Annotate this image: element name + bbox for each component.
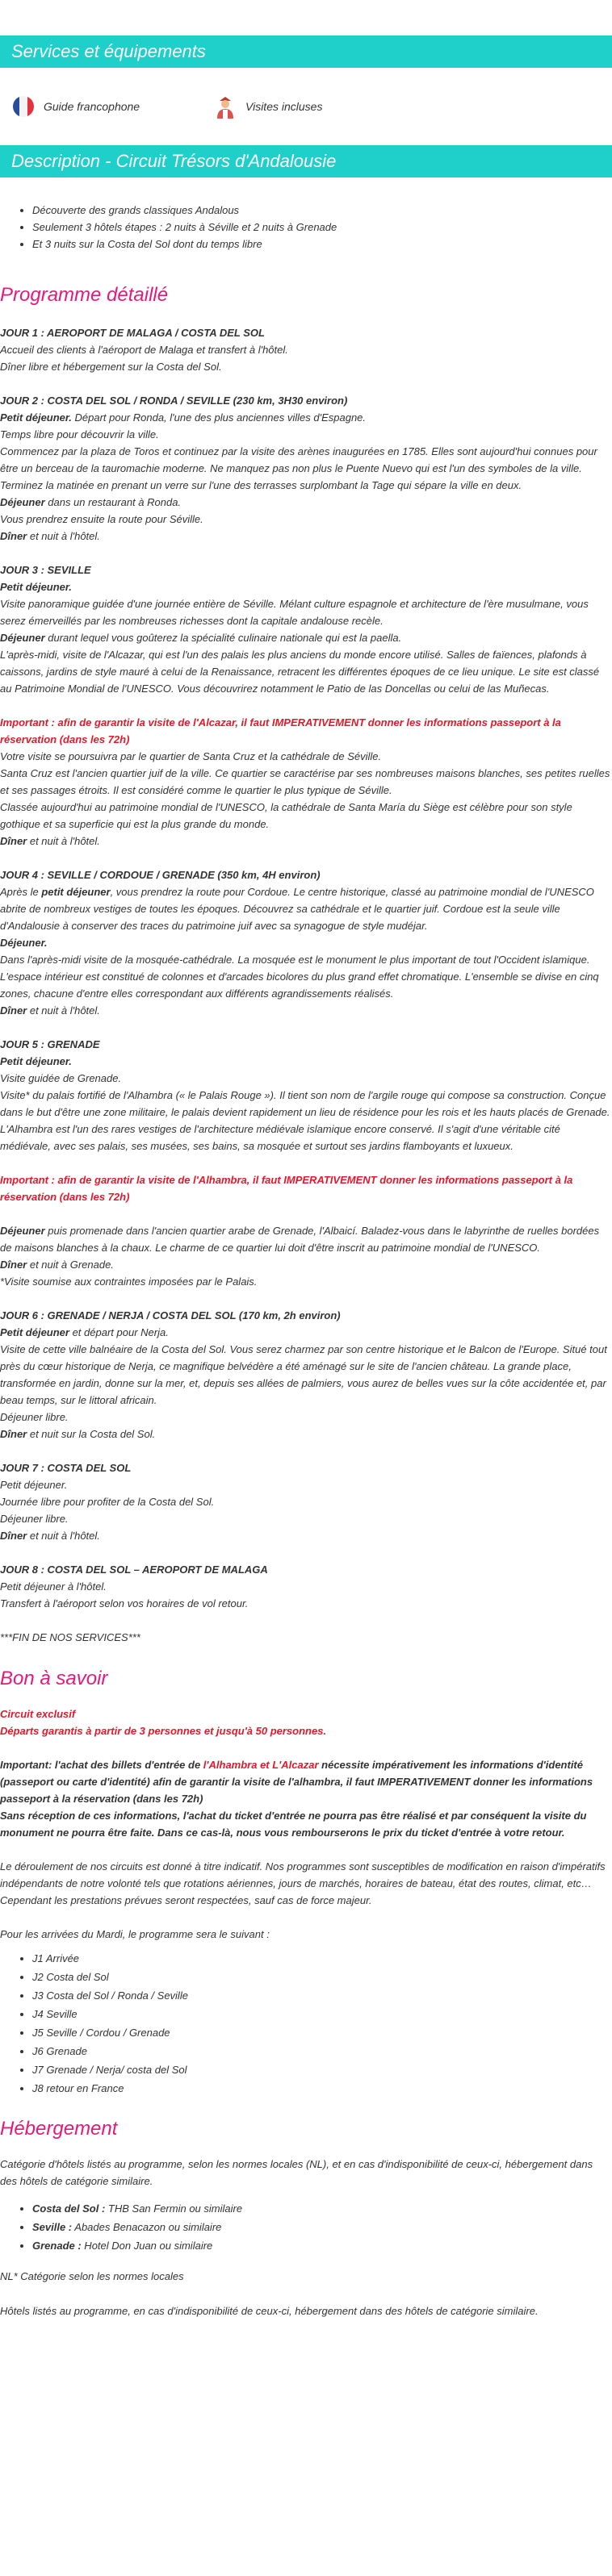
meal-label: Petit déjeuner. [0,411,72,424]
day-3 [0,562,612,850]
day-title: JOUR 2 : COSTA DEL SOL / RONDA / SEVILLE (230 km, 3H30 environ) [0,395,348,407]
meal-label: Déjeuner [0,496,45,508]
day-title: JOUR 4 : SEVILLE / CORDOUE / GRENADE (350 km, 4H environ) [0,869,321,881]
day-text: Visite guidée de Grenade. [0,1072,122,1084]
hotel-name: THB San Fermin ou similaire [105,2202,243,2215]
circuit-exclusive: Circuit exclusif [0,1708,76,1720]
day-text: puis promenade dans l'ancien quartier arabe de Grenade, l'Albaicí. Baladez-vous dans le labyrinthe de ruelles bordées de maisons blanches à la chaux. Le charme de ce quartier lui doit d'être inscrit au patrimoine mondial de l'UNESCO. [0,1225,600,1254]
services-list [0,68,612,145]
departures-guaranteed: Départs garantis à partir de 3 personnes et jusqu'à 50 personnes. [0,1725,327,1737]
hotel-city: Costa del Sol : [32,2202,106,2215]
meal-label: Petit déjeuner [0,1326,69,1338]
day-4 [0,866,612,1019]
meal-label: Déjeuner [0,632,45,644]
day-text: et nuit sur la Costa del Sol. [27,1428,156,1440]
important-text: nécessite impérativement les informations d'identité (passeport ou carte d'identité) afin de garantir la visite de l'alhambra, il faut IMPERATIVEMENT donner les informations passeport à la réservation (dans les 72h) [0,1759,593,1805]
hotel-name: Abades Benacazon ou similaire [72,2221,222,2233]
service-visits [213,94,415,119]
guide-person-icon [213,94,237,119]
hotel-name: Hotel Don Juan ou similaire [81,2240,213,2252]
description-list [0,202,612,253]
hebergement-footer: Hôtels listés au programme, en cas d'indisponibilité de ceux-ci, hébergement dans des hôtels de catégorie similaire. [0,2305,539,2317]
hotel-city: Seville : [32,2221,73,2233]
list-item [32,2236,612,2255]
list-item: • J2 Costa del Sol [32,1968,612,1986]
tuesday-program-list [0,1949,612,2098]
important-text: Sans réception de ces informations, l'achat du ticket d'entrée ne pourra pas être réalisé et par conséquent la visite du monument ne pourra être faite. Dans ce cas-là, nous vous rembourserons le prix du ticket d'entrée à votre retour. [0,1810,587,1839]
day-text: Petit déjeuner. [0,1479,68,1491]
list-item: • Seulement 3 hôtels étapes : 2 nuits à Séville et 2 nuits à Grenade [32,219,612,236]
list-item: • J6 Grenade [32,2042,612,2060]
meal-label: Petit déjeuner. [0,1055,72,1067]
day-text: Dans l'après-midi visite de la mosquée-cathédrale. La mosquée est le monument le plus important de tout l'Occident islamique. L'espace intérieur est constitué de colonnes et d'arcades bicolores du plus grand effet chromatique. L'ensemble se divise en cinq zones, chacune d'entre elles correspondant aux différents agrandissements réalisés. [0,954,599,1000]
meal-label: Dîner [0,530,27,542]
circuit-info [0,1706,612,1739]
day-text: Commencez par la plaza de Toros et continuez par la visite des arènes inaugurées en 1785. Elles sont aujourd'hui connues pour être un berceau de la tauromachie moderne. Ne manquez pas non plus le Puente Nuevo qui est l'un des symboles de la ville. Terminez la matinée en prenant un verre sur l'une des terrasses surplombant la Tage qui sépare la ville en deux. [0,445,597,491]
important-text: Important: l'achat des billets d'entrée de [0,1759,203,1771]
day-2 [0,392,612,545]
day-text: Dîner libre et hébergement sur la Costa del Sol. [0,361,222,373]
important-passport [0,1756,612,1841]
day-text: et nuit à l'hôtel. [27,835,100,847]
list-item [32,2199,612,2218]
meal-label: Dîner [0,1530,27,1542]
day-text: Visite de cette ville balnéaire de la Costa del Sol. Vous serez charmez par son centre historique et le Balcon de l'Europe. Situé tout près du cœur historique de Nerja, ce magnifique belvédère a été aménagé sur le site de l'ancien château. La grande place, transformée en jardin, donne sur la mer, et, depuis ses allées de palmiers, vous aurez de belles vues sur la côte accidentée et, par beau temps, sur le littoral africain. [0,1343,607,1406]
day-title: JOUR 1 : AEROPORT DE MALAGA / COSTA DEL SOL [0,327,265,339]
day-8 [0,1561,612,1612]
day-title: JOUR 3 : SEVILLE [0,564,91,576]
list-item: • Découverte des grands classiques Andalous [32,202,612,219]
disclaimer-text: Le déroulement de nos circuits est donné à titre indicatif. Nos programmes sont susceptibles de modification en raison d'impératifs indépendants de notre volonté tels que rotations aériennes, jours de marchés, horaires de bateau, état des routes, climat, etc… Cependant les prestations prévues seront respectées, sauf cas de force majeur. [0,1860,606,1906]
hebergement-intro: Catégorie d'hôtels listés au programme, selon les normes locales (NL), et en cas d'indisponibilité de ceux-ci, hébergement dans des hôtels de catégorie similaire. [0,2158,593,2187]
list-item [32,2218,612,2236]
day-5 [0,1036,612,1290]
day-title: JOUR 5 : GRENADE [0,1038,100,1050]
day-text: et nuit à Grenade. [27,1259,114,1271]
list-item: • J1 Arrivée [32,1949,612,1968]
day-text: Après le [0,886,42,898]
day-text: Départ pour Ronda, l'une des plus anciennes villes d'Espagne. [71,411,367,424]
list-item: • J5 Seville / Cordou / Grenade [32,2023,612,2042]
day-text: Santa Cruz est l'ancien quartier juif de la ville. Ce quartier se caractérise par ses nombreuses maisons blanches, ses petites ruelles et ses passages étroits. Il est considéré comme le quartier le plus typique de Séville. [0,767,610,796]
hebergement-heading: Hébergement [0,2118,118,2140]
day-text: Déjeuner libre. [0,1411,69,1423]
hotel-list [0,2199,612,2255]
day-text: Visite* du palais fortifié de l'Alhambra (« le Palais Rouge »). Il tient son nom de l'argile rouge qui compose sa construction. Conçue dans le but d'être une zone militaire, le palais devient rapidement un lieu de résidence pour les rois et les hauts placés de Grenade. L'Alhambra est l'un des rares vestiges de l'architecture médiévale islamique encore conservé. Il s'agit d'une véritable cité médiévale, avec ses palais, ses musées, ses bains, sa mosquée et surtout ses jardins flamboyants et luxueux. [0,1089,610,1152]
day-text: L'après-midi, visite de l'Alcazar, qui est l'un des palais les plus anciens du monde encore utilisé. Salles de faïences, plafonds à caissons, jardins de style mauré à celui de la Renaissance, retracent les différentes époques de ce lieu unique. Le site est classé au Patrimoine Mondial de l'UNESCO. Vous découvrirez notamment le Patio de las Doncellas ou celui de las Muñecas. [0,649,600,695]
day-text: et nuit à l'hôtel. [27,1004,100,1017]
day-text: Déjeuner libre. [0,1513,69,1525]
day-text: Petit déjeuner à l'hôtel. [0,1580,107,1593]
day-text: Visite panoramique guidée d'une journée entière de Séville. Mélant culture espagnole et architecture de l'ère musulmane, vous serez émerveillés par les nombreuses richesses dont la capitale andalouse recèle. [0,598,589,627]
list-item: • J3 Costa del Sol / Ronda / Seville [32,1986,612,2005]
day-6 [0,1307,612,1442]
day-7 [0,1459,612,1544]
day-text: , vous prendrez la route pour Cordoue. Le centre historique, classé au patrimoine mondial de l'UNESCO abrite de nombreux vestiges de toutes les époques. Découvrez sa cathédrale et le quartier juif. Cordoue est la seule ville d'Andalousie à conserver des traces du patrimoine juif avec sa synagogue de style mudéjar. [0,886,594,932]
list-item: • J7 Grenade / Nerja/ costa del Sol [32,2060,612,2079]
description-heading: Description - Circuit Trésors d'Andalousie [0,145,612,177]
day-text: et nuit à l'hôtel. [27,1530,100,1542]
day-text: *Visite soumise aux contraintes imposées par le Palais. [0,1275,258,1288]
list-item: • J4 Seville [32,2005,612,2023]
meal-label: Petit déjeuner. [0,581,72,593]
flag-icon [11,94,36,119]
service-guide [11,94,213,119]
day-text: Votre visite se poursuivra par le quartier de Santa Cruz et la cathédrale de Séville. [0,750,382,762]
end-of-services: ***FIN DE NOS SERVICES*** [0,1631,140,1643]
meal-label: Dîner [0,1259,27,1271]
service-label: Guide francophone [44,99,140,113]
meal-label: Dîner [0,835,27,847]
day-title: JOUR 8 : COSTA DEL SOL – AEROPORT DE MALAGA [0,1564,268,1576]
meal-label: Déjeuner [0,1225,45,1237]
day-text: Vous prendrez ensuite la route pour Séville. [0,513,203,525]
tuesday-intro: Pour les arrivées du Mardi, le programme sera le suivant : [0,1928,270,1940]
meal-label: Dîner [0,1428,27,1440]
day-text: Journée libre pour profiter de la Costa del Sol. [0,1496,215,1508]
meal-label: Déjeuner. [0,937,48,949]
service-label: Visites incluses [245,99,323,113]
day-text: Classée aujourd'hui au patrimoine mondial de l'UNESCO, la cathédrale de Santa María du Siège est célèbre pour son style gothique et sa superficie qui est la plus grande du monde. [0,801,572,830]
important-notice: Important : afin de garantir la visite de l'Alhambra, il faut IMPERATIVEMENT donner les informations passeport à la réservation (dans les 72h) [0,1174,573,1203]
bon-a-savoir-heading: Bon à savoir [0,1668,108,1689]
important-notice: Important : afin de garantir la visite de l'Alcazar, il faut IMPERATIVEMENT donner les informations passeport à la réservation (dans les 72h) [0,716,561,745]
day-text: Transfert à l'aéroport selon vos horaires de vol retour. [0,1597,249,1609]
day-text: dans un restaurant à Ronda. [44,496,182,508]
hotel-city: Grenade : [32,2240,82,2252]
list-item: • J8 retour en France [32,2079,612,2098]
meal-label: petit déjeuner [41,886,111,898]
services-heading: Services et équipements [0,35,612,68]
day-1 [0,324,612,375]
day-title: JOUR 6 : GRENADE / NERJA / COSTA DEL SOL (170 km, 2h environ) [0,1309,341,1321]
day-title: JOUR 7 : COSTA DEL SOL [0,1462,132,1474]
nl-note: NL* Catégorie selon les normes locales [0,2270,184,2282]
day-text: et nuit à l'hôtel. [27,530,100,542]
day-text: durant lequel vous goûterez la spécialité culinaire nationale qui est la paella. [44,632,402,644]
day-text: et départ pour Nerja. [69,1326,169,1338]
meal-label: Dîner [0,1004,27,1017]
day-text: Accueil des clients à l'aéroport de Malaga et transfert à l'hôtel. [0,344,288,356]
list-item: • Et 3 nuits sur la Costa del Sol dont du temps libre [32,236,612,253]
programme-heading: Programme détaillé [0,284,169,306]
day-text: Temps libre pour découvrir la ville. [0,428,159,440]
important-highlight: l'Alhambra et L'Alcazar [203,1759,319,1771]
